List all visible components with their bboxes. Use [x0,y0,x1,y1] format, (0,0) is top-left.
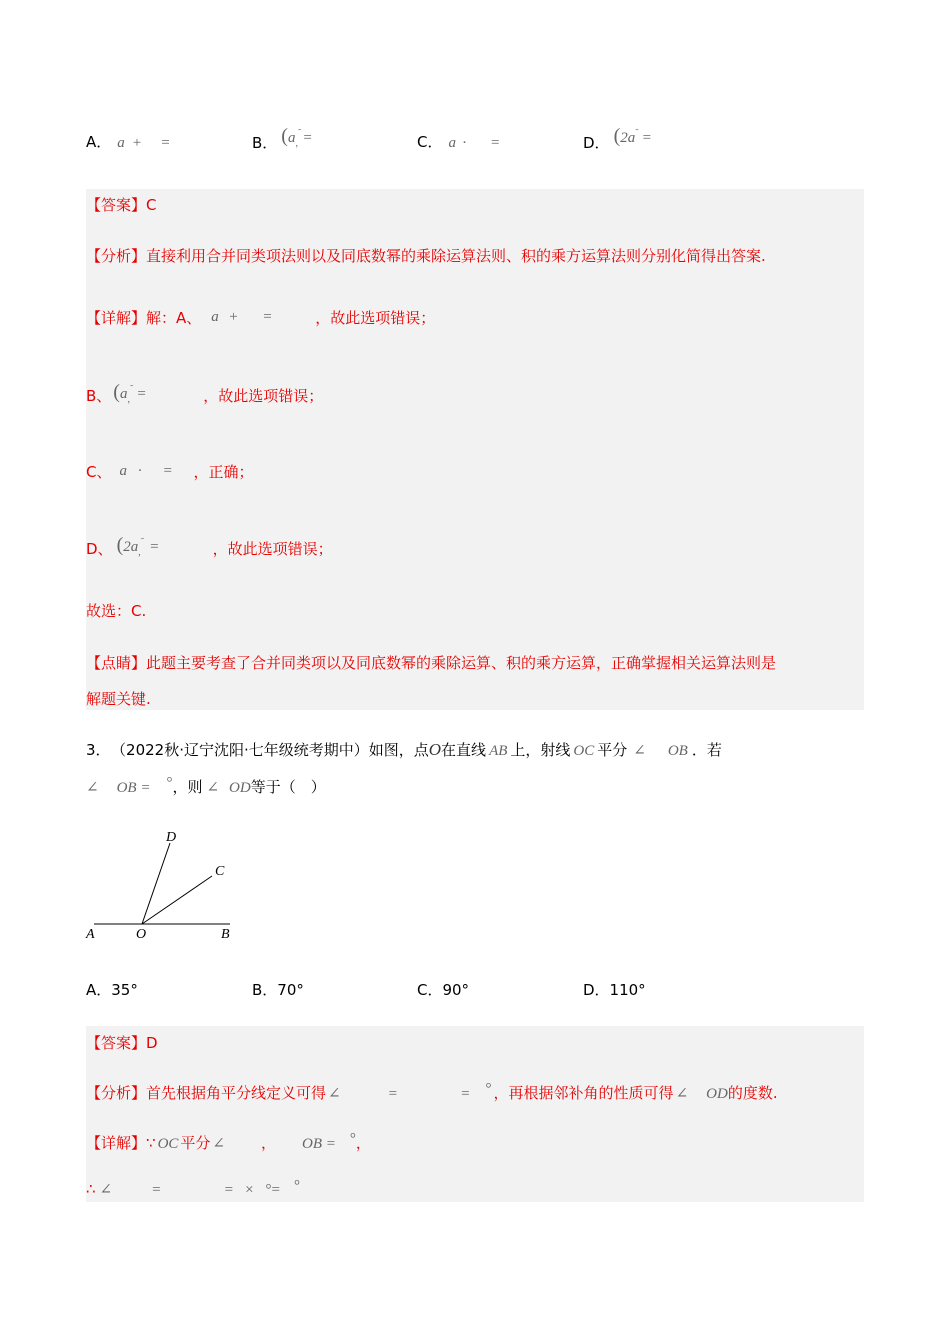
q3-option-a: A．35° [86,981,138,999]
q3-figure [80,825,250,945]
q2-detail-b: B、 ($a_,^˜$ = ，故此选项错误； [86,381,324,405]
q3-option-d: D．110° [583,981,646,999]
q2-option-c: C． a · = [417,133,500,151]
label-c: C [215,864,225,879]
q2-detail-c: C、 a · = ，正确； [86,463,254,481]
q3-analysis: 【分析】首先根据角平分线定义可得 ∠ = = ° ，再根据邻补角的性质可得 ∠ OD的度数. [86,1081,778,1102]
q3-stem-line2: ∠ OB = °，则 ∠ OD等于（ ） [86,775,326,796]
label-b: B [221,927,230,942]
label-a: A [86,927,95,942]
q3-option-b: B．70° [252,981,304,999]
q2-detail-a: 【详解】解：A、 a + = ，故此选项错误； [86,309,436,327]
q2-option-b: B． ($a_,^˜$ = [252,125,312,152]
q3-solution-box [86,1026,864,1202]
q2-choose: 故选：C. [86,602,147,620]
q3-stem-line1: 3． （2022秋·辽宁沈阳·七年级统考期中）如图，点O在直线 AB 上，射线 OC 平分 ∠ OB ．若 [86,740,722,759]
q2-answer: 【答案】C [86,196,157,214]
q2-analysis: 【分析】直接利用合并同类项法则以及同底数幂的乘除运算法则、积的乘方运算法则分别化简得出答案. [86,247,766,265]
q2-comment-line1: 【点睛】此题主要考查了合并同类项以及同底数幂的乘除运算、积的乘方运算，正确掌握相关运算法则是 [86,654,777,672]
label-d: D [166,830,177,845]
ray-oc [142,876,212,924]
q3-detail-line2: ∴ ∠ = = × °= ° [86,1178,300,1198]
q3-options-row [86,979,864,1001]
q2-detail-d: D、 ($2a_,^˜$ = ，故此选项错误； [86,534,333,558]
q3-detail-line1: 【详解】∵ OC 平分 ∠ ， OB = °， [86,1131,371,1152]
q2-solution-box [86,189,864,710]
ray-od [142,843,170,924]
q2-option-a: A． a + = [86,133,170,151]
q3-option-c: C．90° [417,981,470,999]
q2-comment-line2: 解题关键. [86,690,151,708]
q2-option-d: D． (2a˜ = [583,125,652,152]
q3-answer: 【答案】D [86,1034,158,1052]
label-o: O [136,927,147,942]
q2-options-row [86,125,864,155]
